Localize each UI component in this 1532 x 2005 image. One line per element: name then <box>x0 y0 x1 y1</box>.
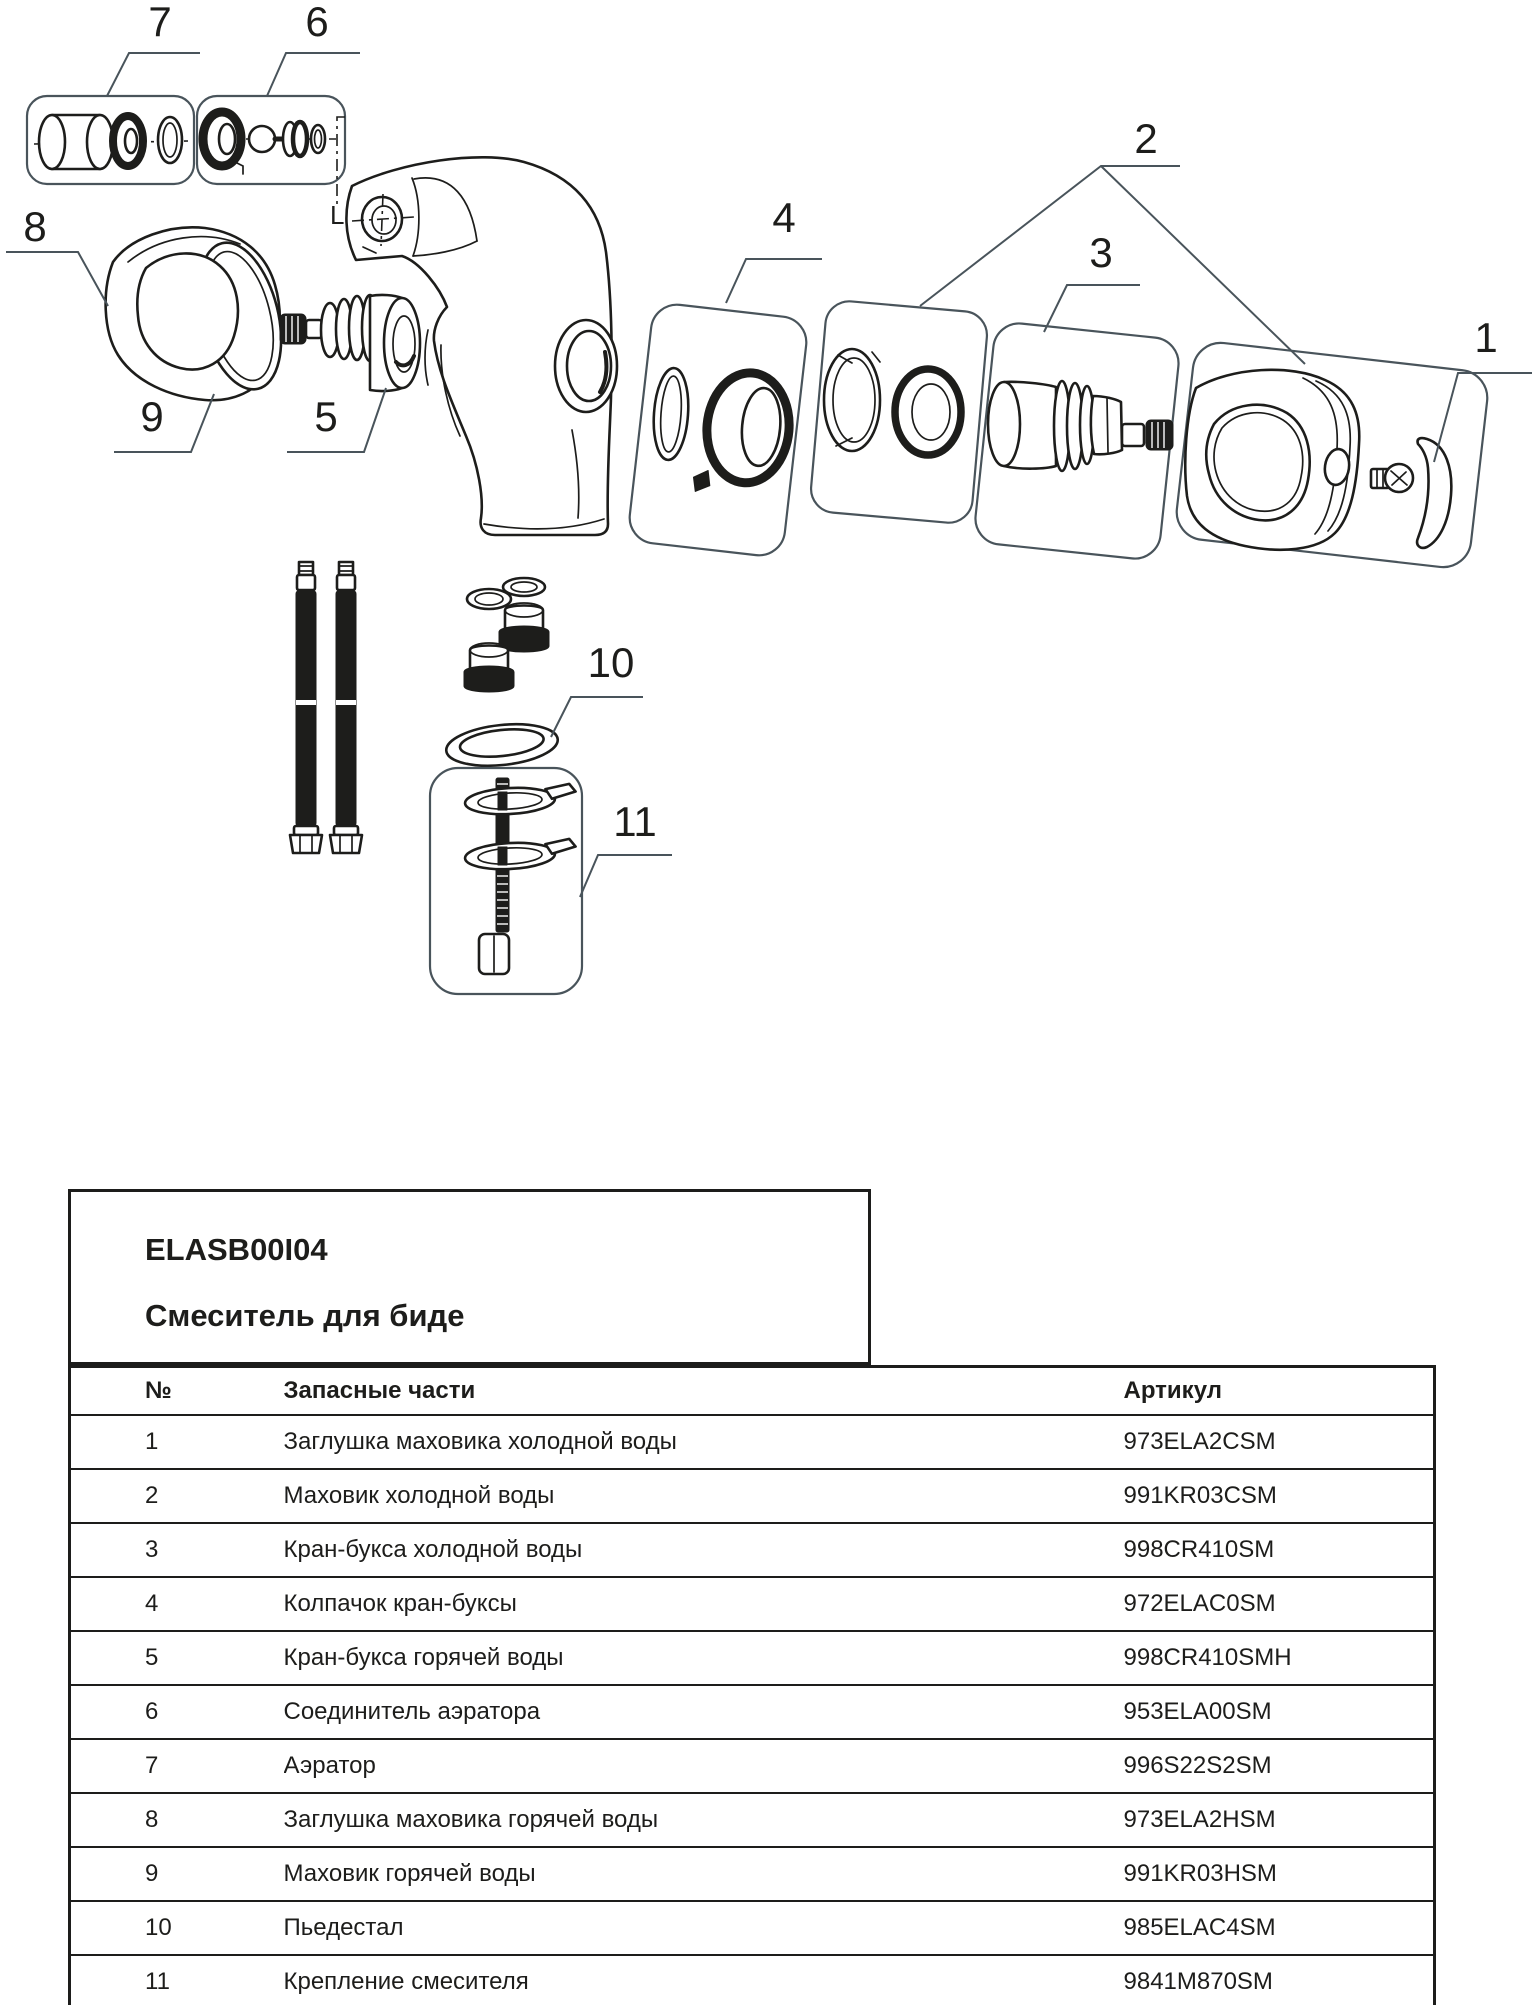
callout-8 <box>6 203 108 306</box>
part-sku-cell: 991KR03CSM <box>1124 1469 1435 1523</box>
part-number-cell: 5 <box>70 1631 284 1685</box>
part-name-cell: Заглушка маховика горячей воды <box>284 1793 1124 1847</box>
group-box-cold-handle <box>1174 340 1491 570</box>
l-marker: L <box>330 200 345 230</box>
callout-10-label: 10 <box>587 639 635 686</box>
part-sku-cell: 953ELA00SM <box>1124 1685 1435 1739</box>
part-number-cell: 1 <box>70 1415 284 1469</box>
part-sku-cell: 985ELAC4SM <box>1124 1901 1435 1955</box>
part-sku-cell: 973ELA2HSM <box>1124 1793 1435 1847</box>
group-box-handle-trim-rings <box>809 299 989 524</box>
group-box-cartridge-cap <box>627 302 809 558</box>
part-name-cell: Маховик горячей воды <box>284 1847 1124 1901</box>
callout-5-label: 5 <box>314 393 338 440</box>
table-row <box>70 1523 1435 1577</box>
part-number-cell: 2 <box>70 1469 284 1523</box>
table-row <box>70 1739 1435 1793</box>
table-row <box>70 1577 1435 1631</box>
part-sku-cell: 973ELA2CSM <box>1124 1415 1435 1469</box>
parts-table <box>68 1365 1436 2005</box>
supply-hose-right <box>330 562 362 853</box>
callout-3-label: 3 <box>1089 229 1113 276</box>
callout-10 <box>551 639 643 737</box>
table-row <box>70 1415 1435 1469</box>
part-name-cell: Колпачок кран-буксы <box>284 1577 1124 1631</box>
aerator-centerline-drop <box>337 117 345 204</box>
part-sku-cell: 972ELAC0SM <box>1124 1577 1435 1631</box>
col-header-sku: Артикул <box>1123 1377 1222 1404</box>
part-number-cell: 4 <box>70 1577 284 1631</box>
handle-screw <box>1371 464 1413 492</box>
part-sku-cell: 996S22S2SM <box>1124 1739 1435 1793</box>
callout-2-label: 2 <box>1134 115 1158 162</box>
group-box-aerator-connector <box>197 96 345 204</box>
part-name-cell: Аэратор <box>284 1739 1124 1793</box>
callout-5 <box>287 388 386 452</box>
table-row <box>70 1793 1435 1847</box>
part-sku-cell: 998CR410SM <box>1124 1523 1435 1577</box>
part-number-cell: 3 <box>70 1523 284 1577</box>
part-sku-cell: 9841M870SM <box>1124 1955 1435 2005</box>
part-name-cell: Соединитель аэратора <box>284 1685 1124 1739</box>
parts-table-body <box>70 1415 1435 2005</box>
part-name-cell: Пьедестал <box>284 1901 1124 1955</box>
hot-handle <box>106 227 295 400</box>
table-row <box>70 1847 1435 1901</box>
part-number-cell: 7 <box>70 1739 284 1793</box>
pedestal-gasket <box>444 719 560 770</box>
group-box-aerator <box>27 96 194 184</box>
part-number-cell: 8 <box>70 1793 284 1847</box>
callout-7-label: 7 <box>148 0 172 45</box>
callout-8-label: 8 <box>23 203 47 250</box>
table-row <box>70 1469 1435 1523</box>
table-row <box>70 1955 1435 2005</box>
callout-4-label: 4 <box>772 194 796 241</box>
callout-9 <box>114 393 214 452</box>
supply-hose-left <box>290 562 322 853</box>
body-bushings <box>464 578 549 692</box>
callout-11-label: 11 <box>613 798 657 845</box>
callout-11 <box>580 798 672 897</box>
hot-cartridge <box>280 295 420 391</box>
part-number-cell: 11 <box>70 1955 284 2005</box>
part-sku-cell: 998CR410SMH <box>1124 1631 1435 1685</box>
part-name-cell: Кран-букса горячей воды <box>284 1631 1124 1685</box>
part-name-cell: Заглушка маховика холодной воды <box>284 1415 1124 1469</box>
table-row <box>70 1685 1435 1739</box>
product-name: Смеситель для биде <box>145 1298 465 1333</box>
table-row <box>70 1631 1435 1685</box>
callout-3 <box>1044 229 1140 332</box>
table-row <box>70 1901 1435 1955</box>
callout-6 <box>267 0 360 96</box>
callout-6-label: 6 <box>305 0 329 45</box>
part-number-cell: 10 <box>70 1901 284 1955</box>
group-box-mounting-kit <box>430 768 582 994</box>
part-name-cell: Маховик холодной воды <box>284 1469 1124 1523</box>
product-model: ELASB00I04 <box>145 1232 328 1267</box>
callout-1-label: 1 <box>1474 314 1498 361</box>
cold-handle-cap <box>1417 438 1451 548</box>
col-header-name: Запасные части <box>283 1377 476 1404</box>
table-header-row <box>70 1367 1435 1416</box>
col-header-num: № <box>145 1377 172 1404</box>
part-name-cell: Крепление смесителя <box>284 1955 1124 2005</box>
part-number-cell: 6 <box>70 1685 284 1739</box>
part-number-cell: 9 <box>70 1847 284 1901</box>
group-box-cold-cartridge <box>973 321 1181 561</box>
callout-4 <box>726 194 822 303</box>
part-name-cell: Кран-букса холодной воды <box>284 1523 1124 1577</box>
callout-7 <box>107 0 200 96</box>
callout-9-label: 9 <box>140 393 164 440</box>
part-sku-cell: 991KR03HSM <box>1124 1847 1435 1901</box>
product-info-box <box>68 1189 871 1365</box>
